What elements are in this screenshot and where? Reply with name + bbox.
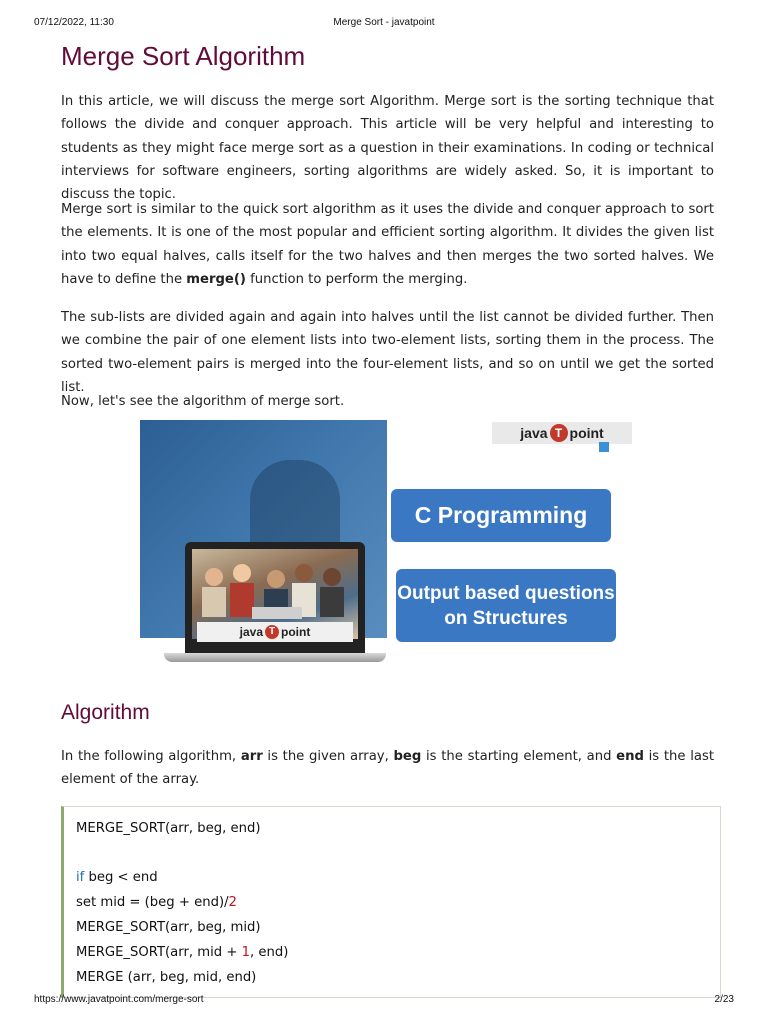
promo-banner[interactable] [140, 420, 638, 665]
page-number: 2/23 [714, 994, 734, 1005]
end-term: end [616, 749, 644, 764]
output-questions-label[interactable]: Output based questions on Structures [396, 569, 616, 642]
keyword-if: if [76, 870, 85, 885]
code-text: set mid = (beg + end)/ [76, 895, 229, 910]
algorithm-intro [61, 745, 714, 792]
code-block[interactable] [61, 806, 721, 998]
code-number: 2 [228, 895, 237, 910]
laptop-image [185, 542, 365, 654]
code-line [76, 870, 158, 885]
code-text: , end) [249, 945, 289, 960]
javatpoint-logo[interactable] [492, 422, 632, 444]
page-title: Merge Sort Algorithm [61, 41, 306, 71]
algorithm-lead-paragraph: Now, let's see the algorithm of merge sort. [61, 394, 345, 409]
paragraph-text: Merge sort is similar to the quick sort algorithm as it uses the divide and conquer approach to sort the elements. It is one of the most popular and efficient sorting algorithm. It divides the given list into two equal halves, calls itself for the two halves and then merges the two sorted halves. We have to define the [61, 202, 714, 287]
beg-term: beg [393, 749, 422, 764]
c-programming-label[interactable]: C Programming [391, 489, 611, 542]
code-number: 1 [241, 945, 250, 960]
intro-text: In the following algorithm, [61, 749, 241, 764]
code-line [76, 895, 237, 910]
code-text: MERGE_SORT(arr, mid + [76, 945, 242, 960]
logo-text-left: java [239, 625, 264, 639]
ad-info-icon[interactable] [599, 442, 609, 452]
merge-function-name: merge() [186, 271, 246, 287]
page-url[interactable]: https://www.javatpoint.com/merge-sort [34, 994, 204, 1005]
laptop-base [164, 653, 386, 662]
intro-paragraph: In this article, we will discuss the merge sort Algorithm. Merge sort is the sorting technique that follows the divide and conquer approach. This article will be very helpful and interesting to students as they might face merge sort as a question in their examinations. In coding or technical interviews for software engineers, sorting algorithms are widely asked. So, it is important to discuss the topic. [61, 94, 714, 203]
logo-text-right: point [569, 425, 604, 441]
code-line [76, 945, 288, 960]
article-content [61, 36, 714, 409]
laptop-javatpoint-logo [197, 622, 353, 642]
logo-t-icon: T [265, 625, 279, 639]
logo-text-left: java [520, 425, 548, 441]
print-date: 07/12/2022, 11:30 [34, 17, 114, 28]
sublists-paragraph: The sub-lists are divided again and again into halves until the list cannot be divided further. Then we combine the pair of one element lists into two-element lists, sorting them in the process. The sorted two-element pairs is merged into the four-element lists, and so on until we get the sorted list. [61, 310, 714, 395]
code-line: MERGE_SORT(arr, beg, mid) [76, 920, 261, 935]
code-line: MERGE_SORT(arr, beg, end) [76, 821, 261, 836]
intro-text: is the given array, [262, 749, 394, 764]
merge-sort-paragraph [61, 198, 714, 291]
intro-text: is the last element of the array. [61, 749, 714, 788]
paragraph-text: function to perform the merging. [245, 271, 468, 287]
intro-text: is the starting element, and [421, 749, 617, 764]
code-text: beg < end [84, 870, 158, 885]
algorithm-heading: Algorithm [61, 701, 150, 724]
code-line: MERGE (arr, beg, mid, end) [76, 970, 257, 985]
arr-term: arr [240, 749, 263, 764]
print-page-title: Merge Sort - javatpoint [333, 17, 435, 28]
logo-t-icon: T [550, 424, 568, 442]
logo-text-right: point [281, 625, 311, 639]
